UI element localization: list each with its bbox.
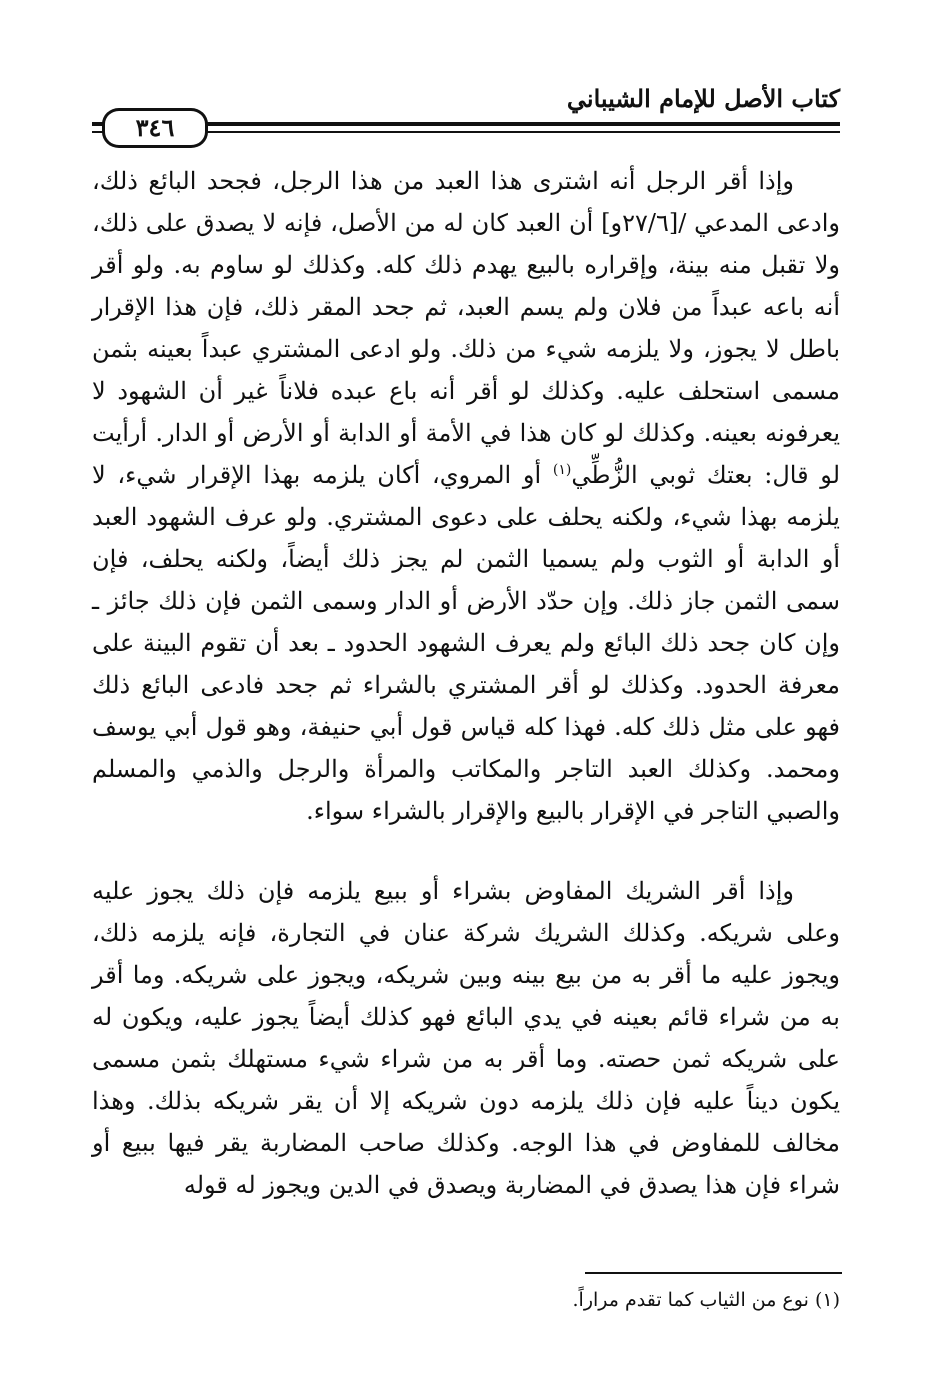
paragraph-text: وإذا أقر الرجل أنه اشترى هذا العبد من هذا الرجل، فجحد البائع ذلك، وادعى المدعي /[٢٧/٦و] أن العبد كان له من الأصل، فإنه لا يصدق على ذلك، ولا تقبل منه بينة، وإقراره بالبيع يهدم ذلك كله. وكذلك لو ساوم به. ولو أقر أنه باعه عبداً من فلان ولم يسم العبد، ثم جحد المقر ذلك، فإن هذا الإقرار باطل لا يجوز، ولا يلزمه شيء من ذلك. ولو ادعى المشتري عبداً بعينه بثمن مسمى استحلف عليه. وكذلك لو أقر أنه باع عبده فلاناً غير أن الشهود لا يعرفونه بعينه. وكذلك لو كان هذا في الأمة أو الدابة أو الأرض أو الدار. أرأيت لو قال: بعتك ثوبي الزُّطِّي [92,167,841,489]
footnote-marker[interactable]: (١) [552,462,572,478]
book-title: كتاب الأصل للإمام الشيباني [566,84,840,113]
paragraph: وإذا أقر الشريك المفاوض بشراء أو ببيع يلزمه فإن ذلك يجوز عليه وعلى شريكه. وكذلك الشريك شركة عنان في التجارة، فإنه يلزمه ذلك، ويجوز عليه ما أقر به من بيع بينه وبين شريكه، ويجوز على شريكه. وما أقر به من شراء قائم بعينه في يدي البائع فهو كذلك أيضاً يجوز عليه، ويكون له على شريكه ثمن حصته. وما أقر به من شراء شيء مستهلك بثمن مسمى يكون ديناً عليه فإن ذلك يلزمه دون شريكه إلا أن يقر شريكه بذلك. وهذا مخالف للمفاوض في هذا الوجه. وكذلك صاحب المضاربة يقر فيها ببيع أو شراء فإن هذا يصدق في المضاربة ويصدق في الدين ويجوز له قوله [92,877,841,1199]
paragraph-text: أو المروي، أكان يلزمه بهذا الإقرار شيء، لا يلزمه بهذا شيء، ولكنه يحلف على دعوى المشتري. ولو عرف الشهود العبد أو الدابة أو الثوب ولم يسميا الثمن لم يجز ذلك أيضاً، ولكنه يحلف، فإن سمى الثمن جاز ذلك. وإن حدّد الأرض أو الدار وسمى الثمن فإن ذلك جائز ـ وإن كان جحد ذلك البائع ولم يعرف الشهود الحدود ـ بعد أن تقوم البينة على معرفة الحدود. وكذلك لو أقر المشتري بالشراء ثم جحد فادعى البائع ذلك فهو على مثل ذلك كله. فهذا كله قياس قول أبي حنيفة، وهو قول أبي يوسف ومحمد. وكذلك العبد التاجر والمكاتب والمرأة والرجل والذمي والمسلم والصبي التاجر في الإقرار بالبيع والإقرار بالشراء سواء. [92,461,840,825]
footnote-number: (١) [814,1289,840,1311]
footnote [300,1286,840,1314]
page-number: ٣٤٦ [102,108,208,148]
body-text [92,160,840,1206]
paragraph [92,160,840,832]
footnote-text: نوع من الثياب كما تقدم مراراً. [572,1289,809,1311]
footnote-separator [585,1272,842,1274]
page-header [92,78,840,158]
